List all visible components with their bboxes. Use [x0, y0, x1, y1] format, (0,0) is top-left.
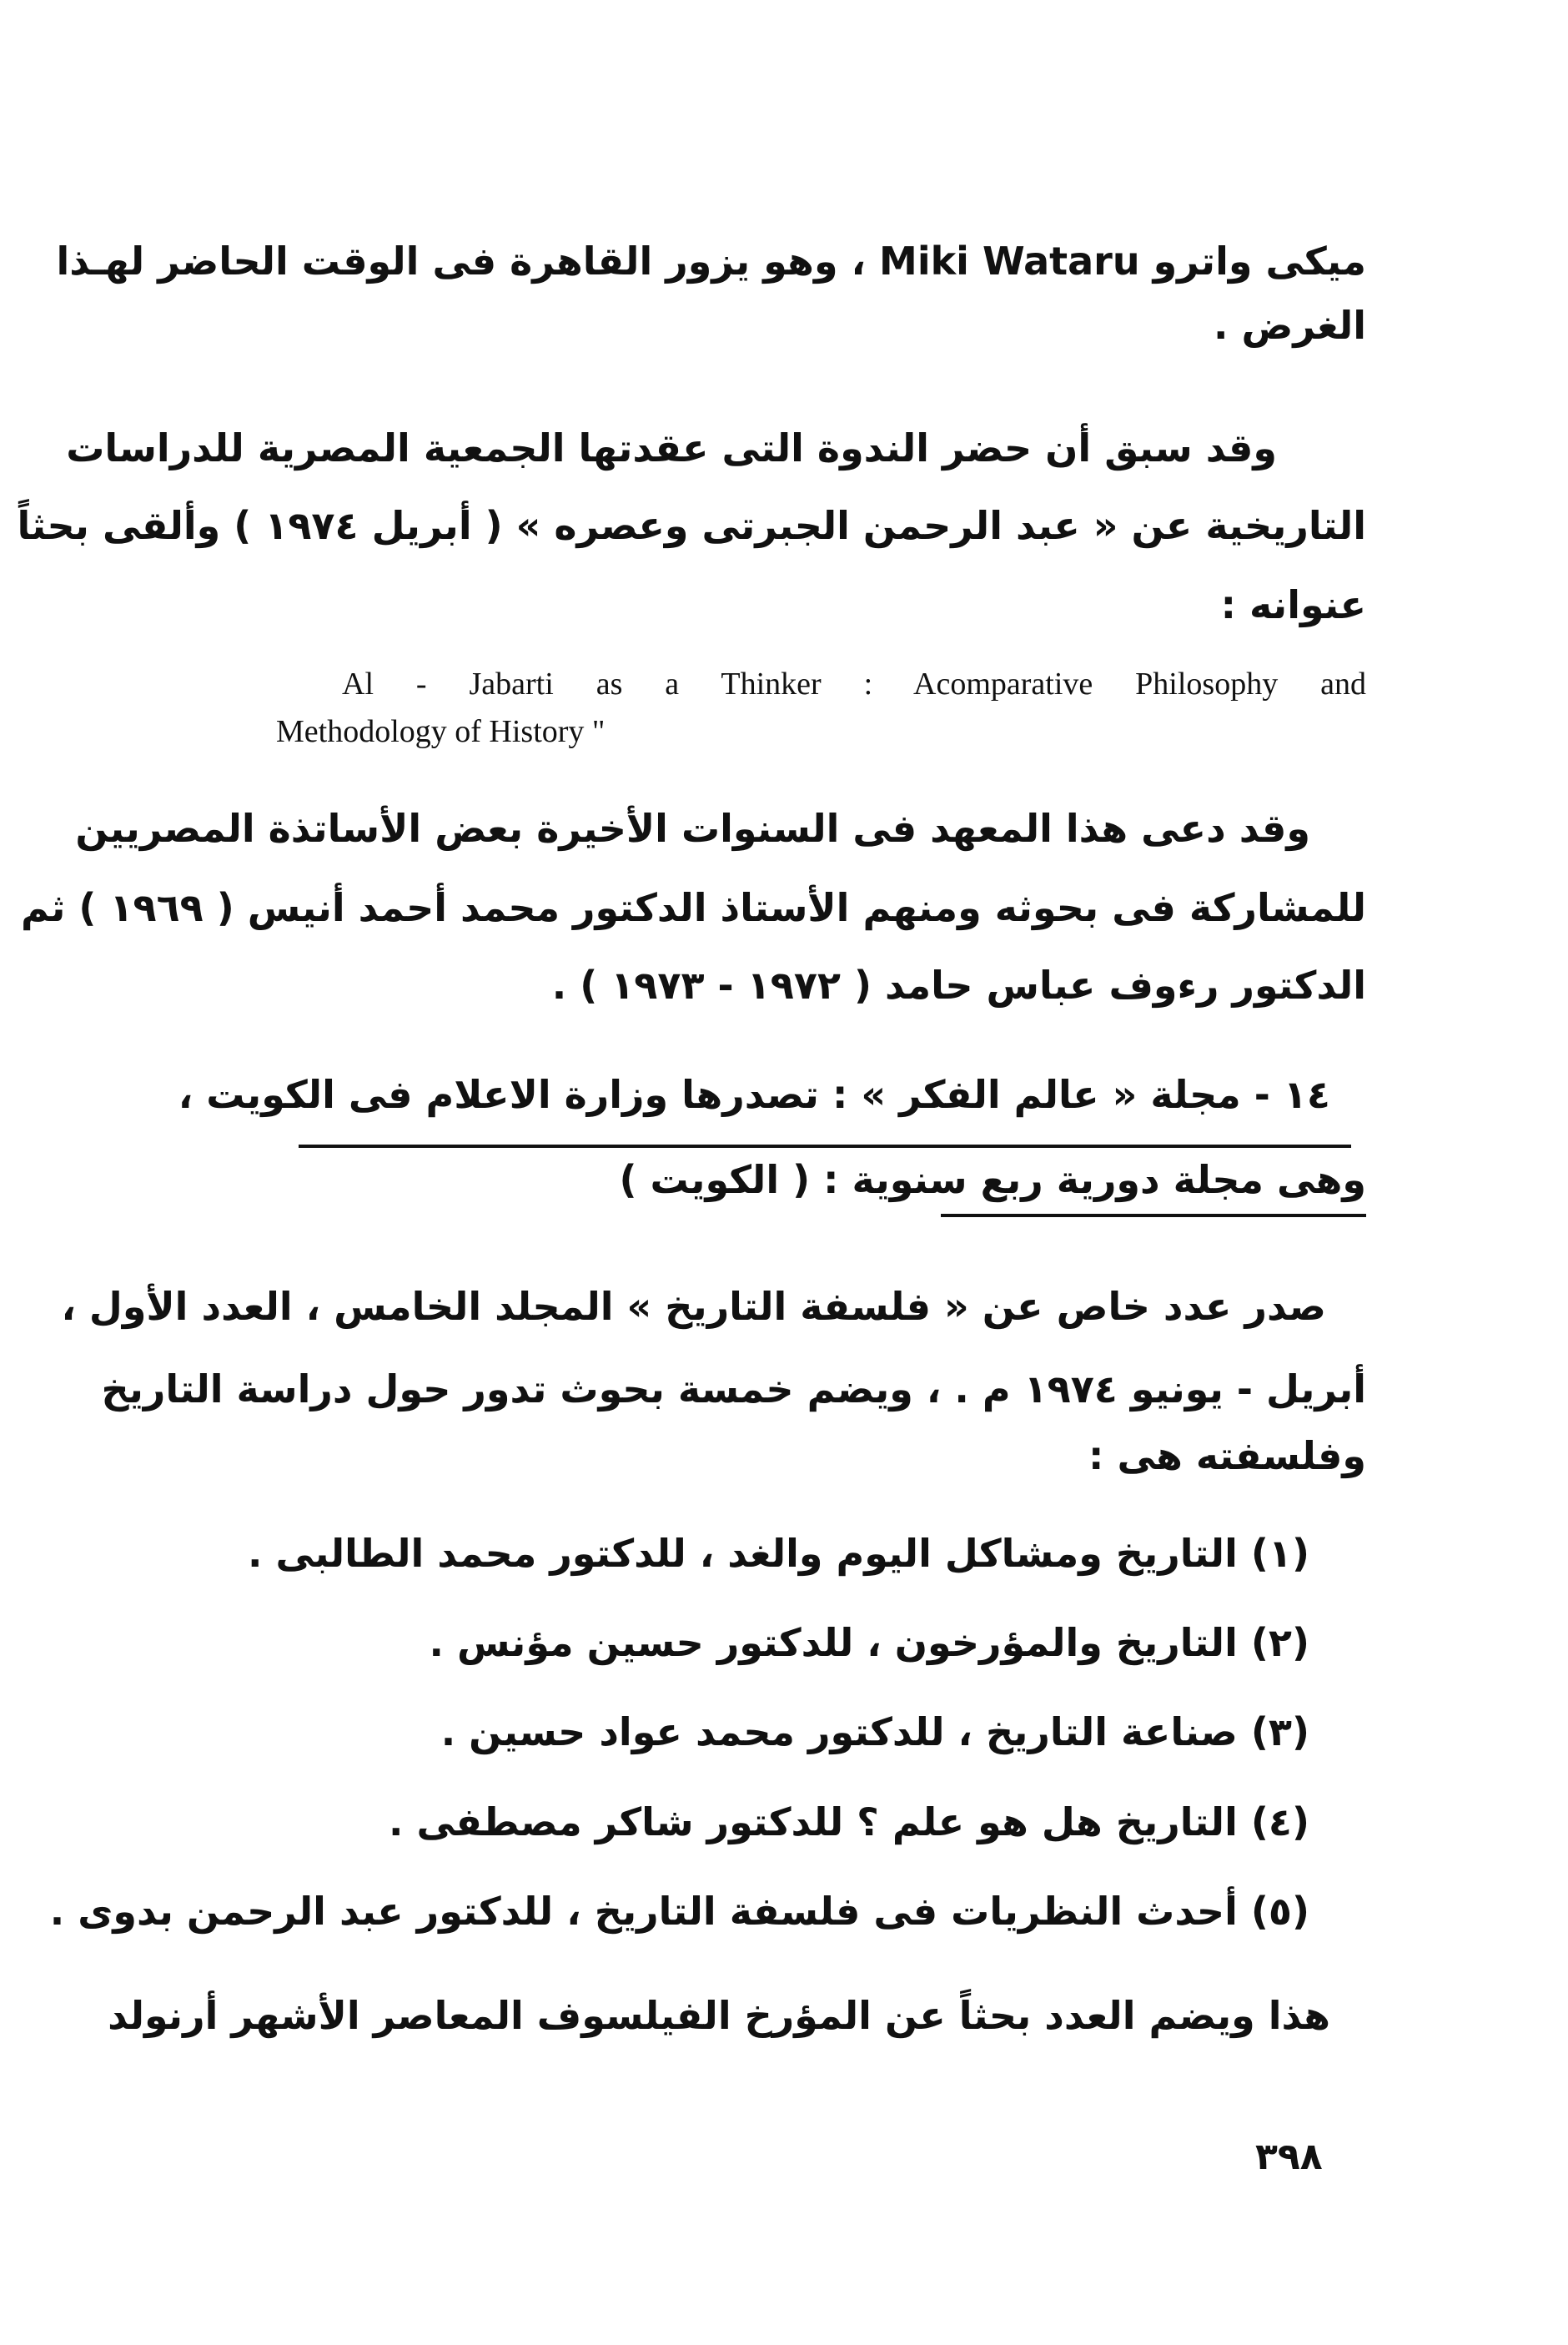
text-line: ميكى واترو Miki Wataru ، وهو يزور القاهرة فى الوقت الحاضر لهـذا — [56, 239, 1366, 284]
item-heading: وهى مجلة دورية ربع سنوية : ( الكويت ) — [619, 1157, 1366, 1202]
underline — [299, 1145, 1351, 1148]
underline — [941, 1214, 1366, 1217]
text-line: وفلسفته هى : — [1088, 1433, 1366, 1478]
text-line: هذا ويضم العدد بحثاً عن المؤرخ الفيلسوف المعاصر الأشهر أرنولد — [108, 1993, 1330, 2038]
text-line: أبريل - يونيو ١٩٧٤ م . ، ويضم خمسة بحوث تدور حول دراسة التاريخ — [101, 1366, 1366, 1412]
list-item: (٥) أحدث النظريات فى فلسفة التاريخ ، للدكتور عبد الرحمن بدوى . — [49, 1889, 1309, 1934]
text-line: صدر عدد خاص عن « فلسفة التاريخ » المجلد الخامس ، العدد الأول ، — [61, 1284, 1326, 1329]
list-item: (٤) التاريخ هل هو علم ؟ للدكتور شاكر مصطفى . — [389, 1799, 1309, 1844]
text-line: الدكتور رءوف عباس حامد ( ١٩٧٢ - ١٩٧٣ ) . — [551, 963, 1366, 1008]
list-item: (٢) التاريخ والمؤرخون ، للدكتور حسين مؤنس . — [429, 1620, 1309, 1665]
english-title-line: Methodology of History " — [276, 714, 606, 749]
text-line: الغرض . — [1214, 303, 1366, 348]
page-number: ٣٩٨ — [1255, 2136, 1323, 2178]
text-line: التاريخية عن « عبد الرحمن الجبرتى وعصره » ( أبريل ١٩٧٤ ) وألقى بحثاً — [17, 503, 1366, 548]
text-line: عنوانه : — [1220, 582, 1366, 627]
text-line: وقد دعى هذا المعهد فى السنوات الأخيرة بعض الأساتذة المصريين — [75, 806, 1310, 851]
list-item: (٣) صناعة التاريخ ، للدكتور محمد عواد حسين . — [440, 1709, 1309, 1754]
list-item: (١) التاريخ ومشاكل اليوم والغد ، للدكتور محمد الطالبى . — [248, 1531, 1309, 1576]
text-line: للمشاركة فى بحوثه ومنهم الأستاذ الدكتور محمد أحمد أنيس ( ١٩٦٩ ) ثم — [21, 885, 1366, 930]
item-heading: ١٤ - مجلة « عالم الفكر » : تصدرها وزارة الاعلام فى الكويت ، — [178, 1072, 1330, 1117]
english-title-line: Al - Jabarti as a Thinker : Acomparative Philosophy and — [342, 667, 1366, 702]
text-line: وقد سبق أن حضر الندوة التى عقدتها الجمعية المصرية للدراسات — [66, 425, 1277, 471]
